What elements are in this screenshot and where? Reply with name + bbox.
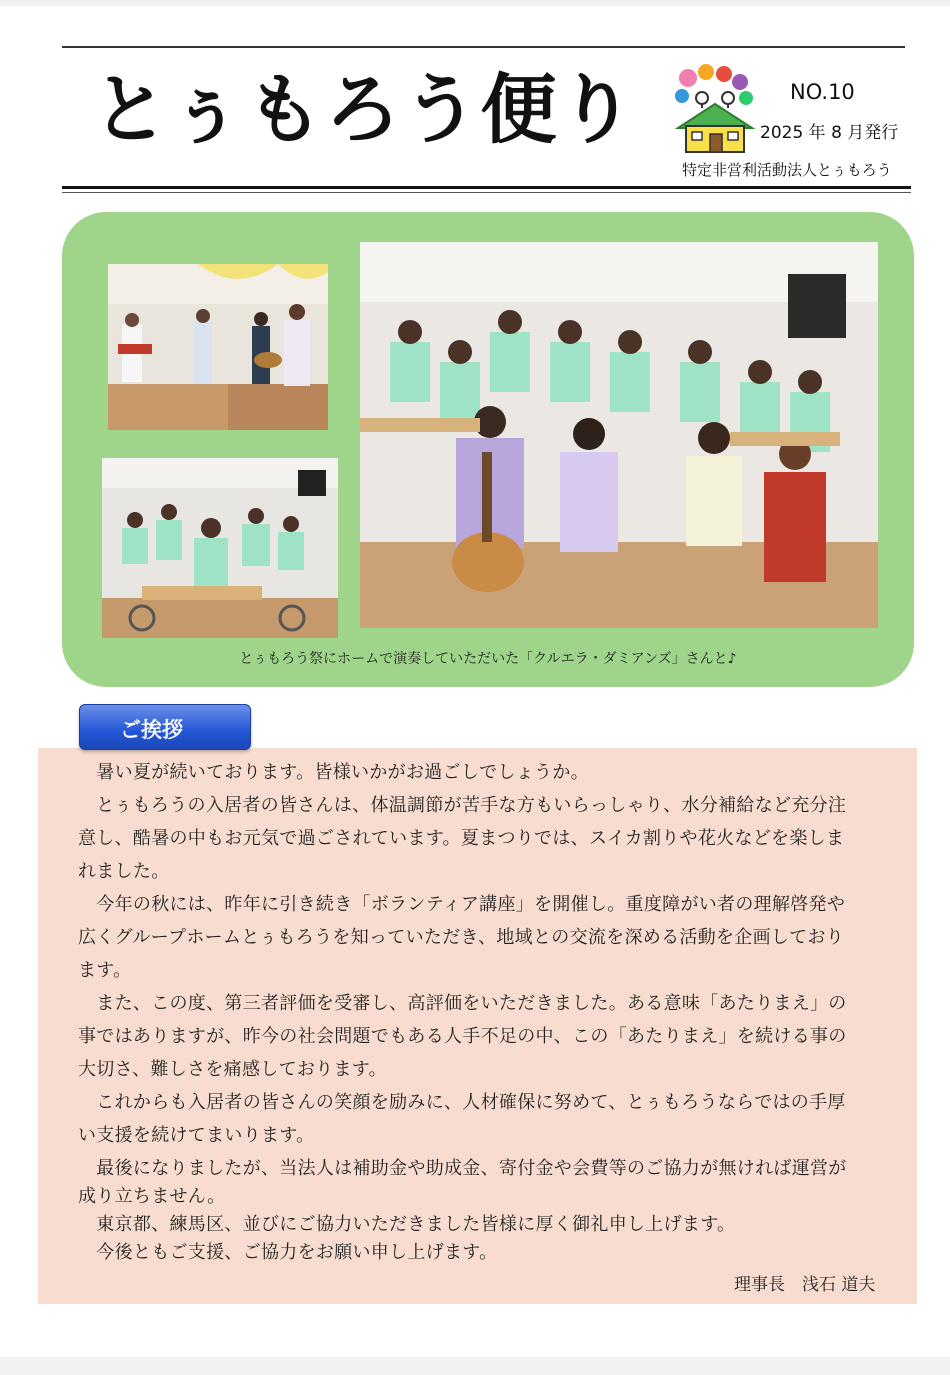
letter-line: これからも入居者の皆さんの笑顔を励みに、人材確保に努めて、とぅもろうならではの手厚 (78, 1092, 846, 1113)
page-top-edge (0, 0, 950, 6)
signature: 理事長 浅石 道夫 (734, 1275, 876, 1295)
header-bottom-thin-rule (62, 192, 911, 193)
letter-line: ます。 (78, 960, 132, 981)
letter-line: 意し、酷暑の中もお元気で過ごされています。夏まつりでは、スイカ割りや花火などを楽しま (78, 828, 845, 849)
letter-line: 今年の秋には、昨年に引き続き「ボランティア講座」を開催し。重度障がい者の理解啓発や (78, 894, 846, 915)
greeting-letter (38, 748, 917, 1304)
band-performance-photo (108, 264, 328, 430)
letter-line: 広くグループホームとぅもろうを知っていただき、地域との交流を深める活動を企画しており (78, 927, 845, 948)
organization-name: 特定非営利活動法人とぅもろう (682, 161, 892, 179)
letter-line: 最後になりましたが、当法人は補助金や助成金、寄付金や会費等のご協力が無ければ運営が (78, 1158, 847, 1179)
greeting-section-label (79, 704, 251, 750)
letter-line: い支援を続けてまいります。 (78, 1125, 315, 1146)
letter-line: 事ではありますが、昨今の社会問題でもある人手不足の中、この「あたりまえ」を続ける事の (78, 1026, 847, 1047)
letter-line: 暑い夏が続いております。皆様いかがお過ごしでしょうか。 (78, 762, 589, 783)
greeting-label-text: ご挨拶 (120, 718, 183, 742)
issue-date: 2025 年 8 月発行 (760, 123, 899, 143)
letter-line: 東京都、練馬区、並びにご協力いただきました皆様に厚く御礼申し上げます。 (78, 1214, 736, 1235)
page-bottom-edge (0, 1357, 950, 1375)
letter-line: 今後ともご支援、ご協力をお願い申し上げます。 (78, 1242, 498, 1263)
house-logo-icon (672, 64, 762, 154)
photo-caption: とぅもろう祭にホームで演奏していただいた「クルエラ・ダミアンズ」さんと♪ (239, 651, 737, 667)
letter-line: 成り立ちません。 (78, 1186, 226, 1207)
newsletter-title: とぅもろう便り (92, 65, 637, 154)
issue-number: NO.10 (790, 80, 855, 104)
photo-panel (62, 212, 914, 687)
group-photo (360, 242, 878, 628)
audience-photo (102, 458, 338, 638)
letter-line: とぅもろうの入居者の皆さんは、体温調節が苦手な方もいらっしゃり、水分補給など充分注 (78, 795, 847, 816)
letter-line: れました。 (78, 861, 170, 882)
letter-line: また、この度、第三者評価を受審し、高評価をいただきました。ある意味「あたりまえ」の (78, 993, 847, 1014)
header-top-rule (62, 46, 905, 48)
letter-line: 大切さ、難しさを痛感しております。 (78, 1059, 387, 1080)
header-bottom-rule (62, 186, 911, 189)
